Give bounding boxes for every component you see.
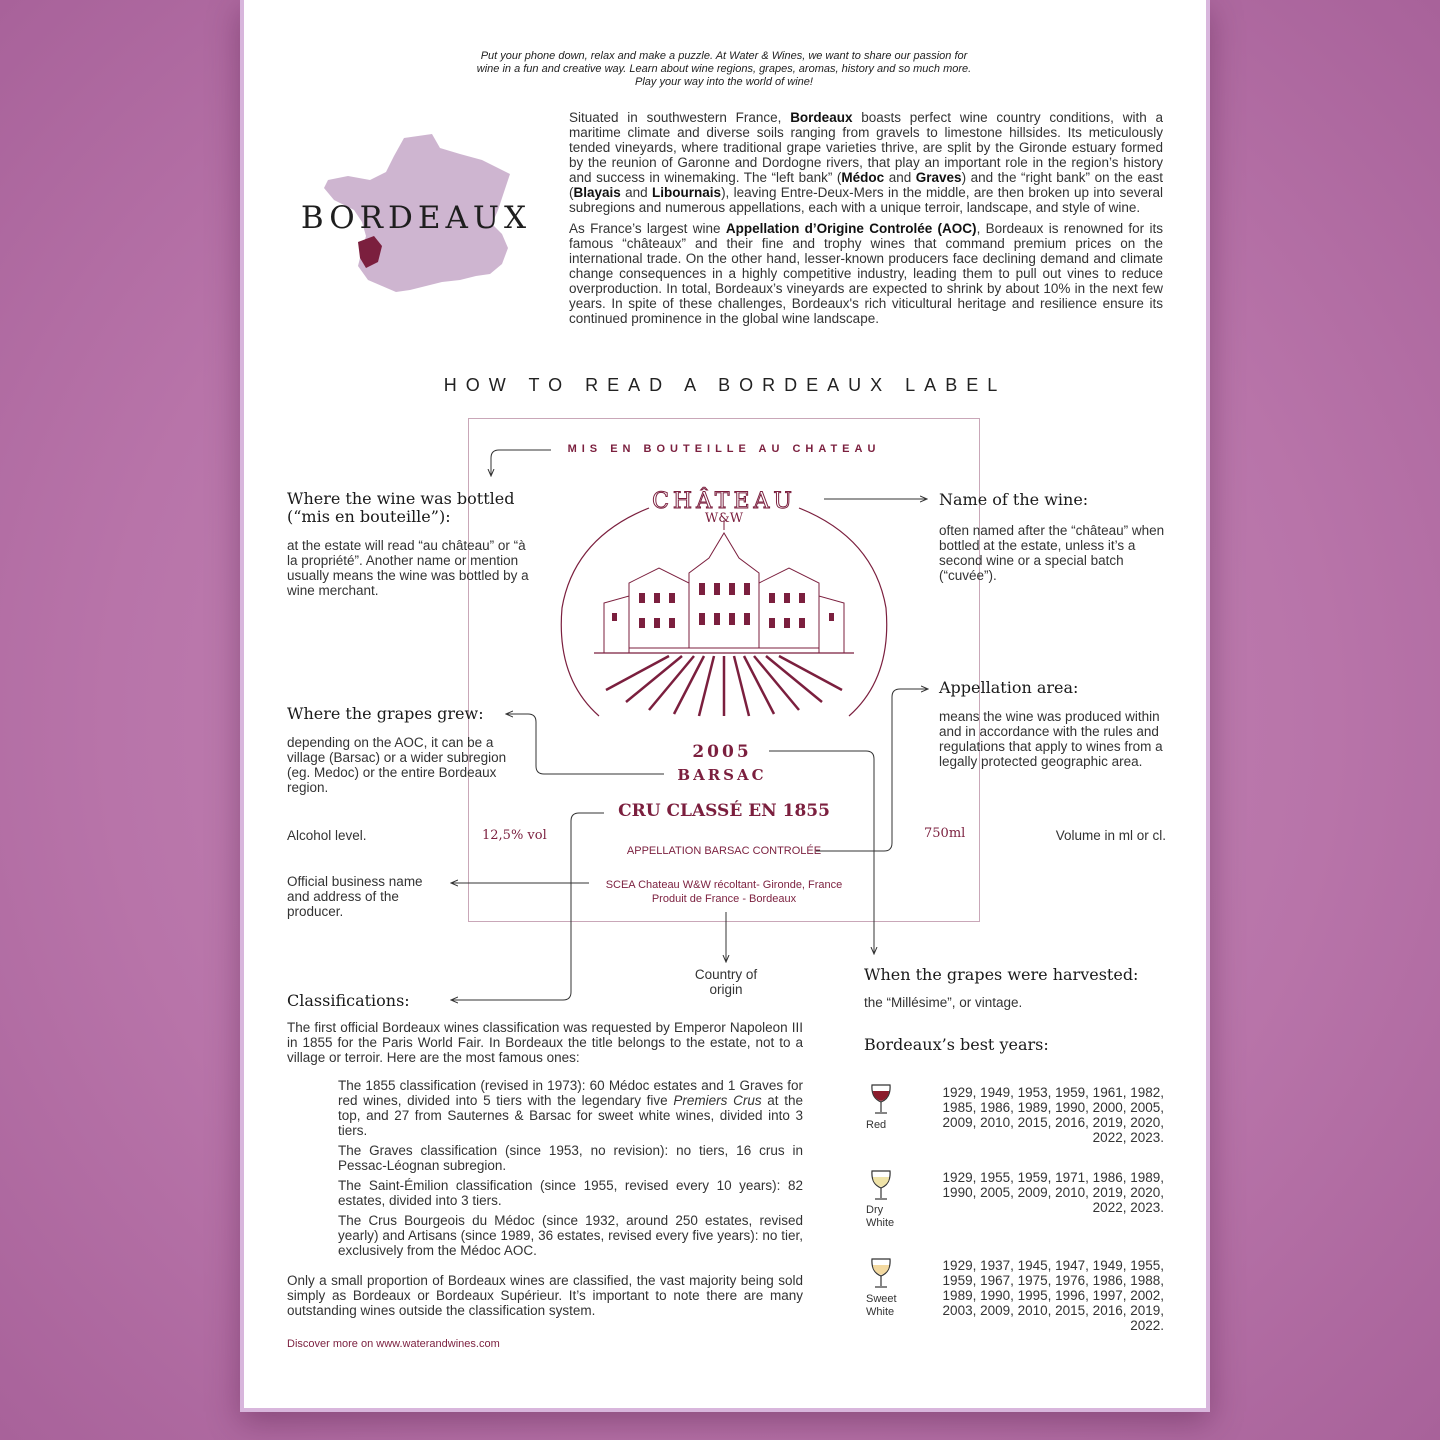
- intro-line-3: Play your way into the world of wine!: [635, 76, 813, 88]
- best-years-title: Bordeaux’s best years:: [864, 1035, 1049, 1054]
- annotation-volume: Volume in ml or cl.: [1055, 828, 1166, 843]
- classifications-list: [338, 1078, 803, 1263]
- label-brand-text: W&W: [704, 511, 744, 526]
- classification-item-1855: The 1855 classification (revised in 1973): 60 Médoc estates and 1 Graves for red wines, divided into 5 tiers with the legendary five Premiers Crus at the top, and 27 from Sauternes & Barsac for sweet white wines, divided into 3 tiers.: [338, 1078, 804, 1138]
- annotation-name-text: often named after the “château” when bottled at the estate, unless it’s a second wine or a special batch (“cuvée”).: [939, 523, 1165, 583]
- label-appellation: APPELLATION BARSAC CONTROLÉE: [626, 845, 822, 857]
- region-title: BORDEAUX: [300, 200, 532, 236]
- classifications-title: Classifications:: [287, 991, 410, 1010]
- text-run: Situated in southwestern France,: [569, 110, 791, 125]
- text-run: ), leaving Entre-Deux-Mers in the middle, are then broken up into several subregions and numerous appellations, each with a unique terroir, landscape, and style of wine.: [569, 185, 1163, 215]
- annotation-grapes-text: depending on the AOC, it can be a village (Barsac) or a wider subregion (eg. Medoc) or the entire Bordeaux region.: [287, 735, 507, 795]
- text-run: and: [884, 170, 916, 185]
- sweet-white-years: 1929, 1937, 1945, 1947, 1949, 1955, 1959, 1967, 1975, 1976, 1986, 1988, 1989, 1990, 1995, 1996, 1997, 2002, 2003, 2009, 2010, 2015, 2016, 2019, 2022.: [942, 1258, 1164, 1333]
- bold-term: Appellation d’Origine Controlée (AOC): [725, 221, 977, 236]
- intro-line-2: wine in a fun and creative way. Learn about wine regions, grapes, aromas, history and so much more.: [476, 63, 972, 75]
- text-run: ) and the “right bank” on the east (: [569, 170, 1163, 200]
- poster-page: [240, 0, 1210, 1412]
- label-volume: 750ml: [924, 826, 966, 841]
- section-title: HOW TO READ A BORDEAUX LABEL: [443, 375, 1007, 395]
- label-appellation-name: BARSAC: [677, 766, 767, 784]
- dry-white-label: Dry White: [866, 1204, 895, 1229]
- label-producer-line-1: SCEA Chateau W&W récoltant- Gironde, France: [605, 879, 843, 891]
- annotation-name-title: Name of the wine:: [939, 490, 1089, 509]
- annotation-appellation-title: Appellation area:: [939, 678, 1079, 697]
- annotation-bottled-title: Where the wine was bottled (“mis en bouteille”):: [287, 489, 515, 526]
- bold-term: Blayais: [573, 185, 621, 200]
- label-vintage: 2005: [692, 742, 752, 762]
- classification-item-saint-emilion: The Saint-Émilion classification (since 1955, revised every 10 years): 82 estates, divided into 3 tiers.: [338, 1178, 803, 1208]
- sweet-white-label: Sweet White: [866, 1293, 897, 1318]
- text-run: , Bordeaux is renowned for its famous “châteaux” and their fine and trophy wines that command premium prices on the international trade. On the other hand, lesser-known producers face declining demand and climate change consequences in a highly competitive industry, leading them to pull out vines to reduce overproduction. In total, Bordeaux’s vineyards are expected to shrink by about 10% in the next few years. In spite of these challenges, Bordeaux's rich viticultural heritage and resilience ensure its continued prominence in the global wine landscape.: [569, 221, 1163, 326]
- annotation-alcohol: Alcohol level.: [287, 828, 367, 843]
- annotation-appellation-text: means the wine was produced within and in accordance with the rules and regulations that apply to wines from a legally protected geographic area.: [939, 709, 1163, 769]
- red-years: 1929, 1949, 1953, 1959, 1961, 1982, 1985, 1986, 1989, 1990, 2000, 2005, 2009, 2010, 2015, 2016, 2019, 2020, 2022, 2023.: [942, 1085, 1164, 1145]
- bold-term: Bordeaux: [790, 110, 853, 125]
- classifications-intro: The first official Bordeaux wines classification was requested by Emperor Napoleon III in 1855 for the Paris World Fair. In Bordeaux the title belongs to the estate, not to a village or terroir. Here are the most famous ones:: [287, 1020, 803, 1065]
- bold-term: Médoc: [841, 170, 885, 185]
- label-chateau-text: CHÂTEAU: [652, 489, 796, 514]
- annotation-bottled-text: at the estate will read “au château” or “à la propriété”. Another name or mention usually means the wine was bottled by a wine merchant.: [287, 538, 529, 598]
- dry-white-years: 1929, 1955, 1959, 1971, 1986, 1989, 1990, 2005, 2009, 2010, 2019, 2020, 2022, 2023.: [942, 1170, 1164, 1215]
- red-wine-glass-icon: [864, 1082, 898, 1116]
- bold-term: Graves: [915, 170, 962, 185]
- text-run: boasts perfect wine country conditions, with a maritime climate and diverse soils ranging from gravels to limestone hillsides. Its meticulously tended vineyards, where traditional grape varieties thrive, are split by the Gironde estuary formed by the reunion of Garonne and Dordogne rivers, that play an important role in the region’s history and success in winemaking. The “left bank” (: [569, 110, 1163, 185]
- footer-link[interactable]: Discover more on www.waterandwines.com: [287, 1338, 500, 1350]
- label-classification: CRU CLASSÉ EN 1855: [618, 801, 830, 821]
- bold-term: Libournais: [652, 185, 722, 200]
- red-label: Red: [866, 1119, 887, 1131]
- annotation-grapes-title: Where the grapes grew:: [287, 704, 484, 723]
- text-run: As France’s largest wine: [569, 221, 726, 236]
- sweet-white-wine-glass-icon: [864, 1256, 898, 1290]
- intro-line-1: Put your phone down, relax and make a puzzle. At Water & Wines, we want to share our passion for: [480, 50, 968, 62]
- classification-item-graves: The Graves classification (since 1953, no revision): no tiers, 16 crus in Pessac-Léognan subregion.: [338, 1143, 803, 1173]
- text-run: and: [620, 185, 653, 200]
- label-producer-line-2: Produit de France - Bordeaux: [651, 893, 797, 905]
- classifications-outro: Only a small proportion of Bordeaux wines are classified, the vast majority being sold simply as Bordeaux or Bordeaux Supérieur. It’s important to note there are many outstanding wines outside the classification system.: [287, 1273, 803, 1318]
- annotation-producer: Official business name and address of the producer.: [287, 874, 423, 919]
- annotation-country: Country of origin: [694, 967, 758, 997]
- label-bottled-mention: MIS EN BOUTEILLE AU CHATEAU: [567, 443, 881, 455]
- annotation-harvest-text: the “Millésime”, or vintage.: [864, 995, 1023, 1010]
- classification-item-crus-bourgeois: The Crus Bourgeois du Médoc (since 1932, around 250 estates, revised yearly) and Artisans (since 1989, 36 estates, revised every five years): no tier, exclusively from the Médoc AOC.: [338, 1213, 803, 1258]
- dry-white-wine-glass-icon: [864, 1168, 898, 1202]
- label-alcohol: 12,5% vol: [482, 828, 547, 843]
- annotation-harvest-title: When the grapes were harvested:: [864, 965, 1139, 984]
